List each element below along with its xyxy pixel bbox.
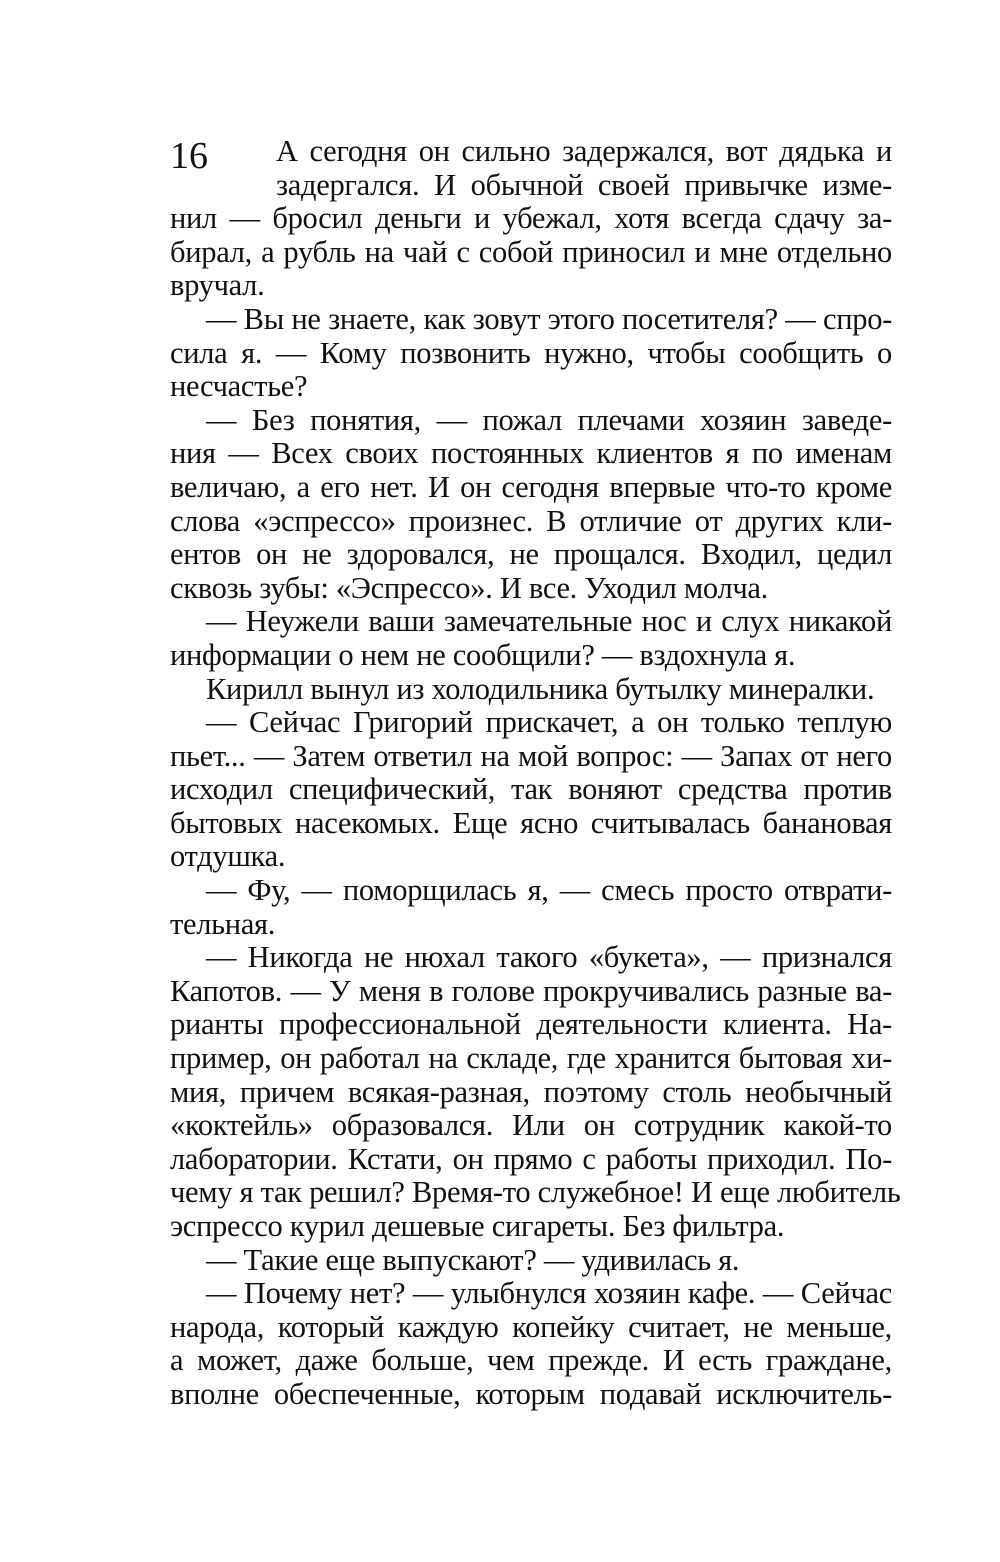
text-line: вполне обеспеченные, которым подавай исключитель-	[170, 1376, 892, 1411]
text-line: а может, даже больше, чем прежде. И есть граждане,	[170, 1343, 892, 1378]
text-line: пример, он работал на складе, где хранится бытовая хи-	[170, 1041, 892, 1076]
text-line: сила я. — Кому позвонить нужно, чтобы сообщить о	[170, 335, 892, 370]
text-line: Капотов. — У меня в голове прокручивались разные ва-	[170, 973, 892, 1008]
text-line: — Без понятия, — пожал плечами хозяин заведе-	[206, 402, 892, 437]
text-line: нил — бросил деньги и убежал, хотя всегда сдачу за-	[170, 201, 892, 236]
text-line: чему я так решил? Время-то служебное! И еще любитель	[170, 1175, 901, 1210]
text-line: слова «эспрессо» произнес. В отличие от других кли-	[170, 503, 892, 538]
page-number: 16	[170, 135, 208, 177]
text-line: вручал.	[170, 268, 265, 303]
text-line: информации о нем не сообщили? — вздохнула я.	[170, 637, 796, 672]
text-line: — Такие еще выпускают? — удивилась я.	[206, 1242, 740, 1277]
text-line: бытовых насекомых. Еще ясно считывалась банановая	[170, 805, 892, 840]
text-line: бирал, а рубль на чай с собой приносил и мне отдельно	[170, 234, 892, 269]
text-line: эспрессо курил дешевые сигареты. Без фильтра.	[170, 1209, 785, 1243]
text-line: «коктейль» образовался. Или он сотрудник какой-то	[170, 1108, 892, 1143]
text-line: сквозь зубы: «Эспрессо». И все. Уходил молча.	[170, 570, 768, 605]
text-line: — Фу, — поморщилась я, — смесь просто отврати-	[206, 873, 892, 908]
text-line: ентов он не здоровался, не прощался. Входил, цедил	[170, 537, 892, 572]
text-line: задергался. И обычной своей привычке изме-	[276, 167, 892, 202]
text-line: величаю, а его нет. И он сегодня впервые что-то кроме	[170, 469, 892, 504]
text-line: — Неужели ваши замечательные нос и слух никакой	[206, 604, 892, 639]
text-line: народа, который каждую копейку считает, не меньше,	[170, 1309, 892, 1344]
text-line: тельная.	[170, 906, 276, 941]
text-line: — Вы не знаете, как зовут этого посетителя? — спро-	[206, 301, 892, 336]
text-line: мия, причем всякая-разная, поэтому столь необычный	[170, 1074, 892, 1109]
text-line: несчастье?	[170, 369, 308, 404]
text-line: — Сейчас Григорий прискачет, а он только теплую	[206, 705, 892, 740]
text-line: лаборатории. Кстати, он прямо с работы приходил. По-	[170, 1141, 892, 1176]
text-line: исходил специфический, так воняют средства против	[170, 772, 892, 807]
text-line: рианты профессиональной деятельности клиента. На-	[170, 1007, 892, 1042]
text-line: — Никогда не нюхал такого «букета», — признался	[206, 940, 892, 975]
text-line: отдушка.	[170, 839, 286, 874]
body-text	[170, 134, 901, 1412]
text-line: — Почему нет? — улыбнулся хозяин кафе. — Сейчас	[206, 1276, 892, 1311]
text-line: пьет... — Затем ответил на мой вопрос: — Запах от него	[170, 738, 892, 773]
text-line: Кирилл вынул из холодильника бутылку минералки.	[206, 671, 875, 706]
text-line: ния — Всех своих постоянных клиентов я по именам	[170, 436, 892, 471]
text-line: А сегодня он сильно задержался, вот дядька и	[276, 134, 892, 168]
